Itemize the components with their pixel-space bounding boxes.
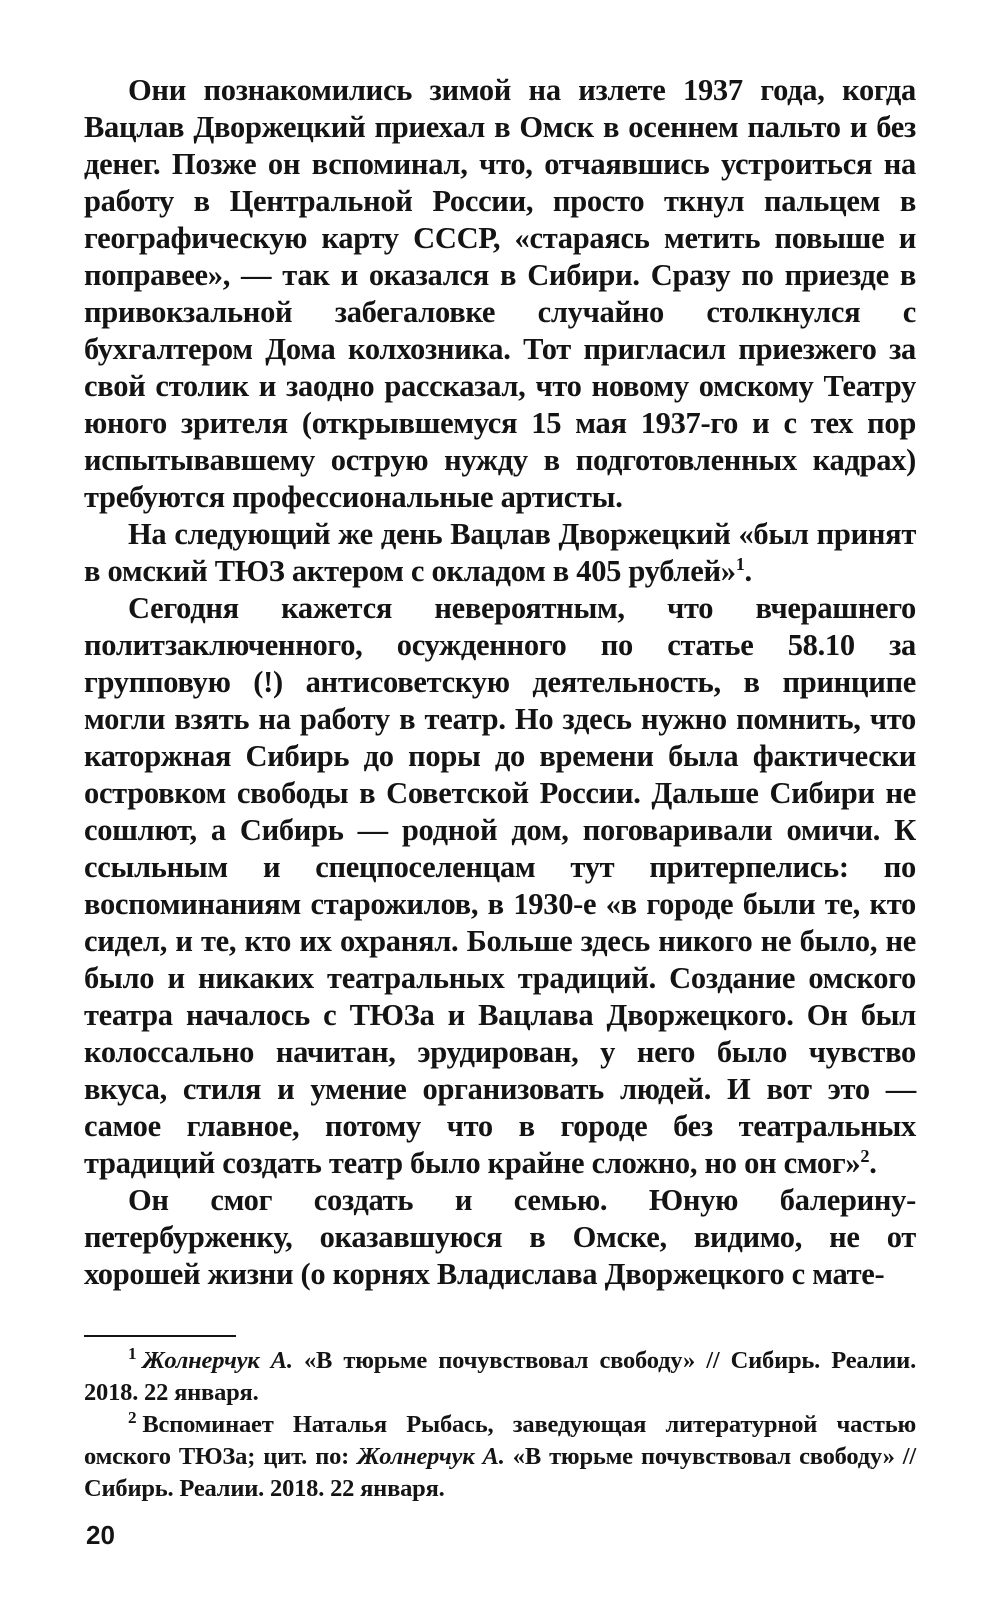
paragraph-4-text: Он смог создать и семью. Юную балерину-петербурженку, оказавшуюся в Омске, видимо, не от хорошей жизни (о корнях Владислава Дворжецкого с мате- [84,1183,916,1291]
footnotes [84,1345,916,1505]
paragraph-2-end: . [744,554,752,588]
footnote-ref-2[interactable]: 2 [860,1145,870,1166]
main-text [84,72,916,1293]
paragraph-2 [84,516,916,590]
footnote-2-number: 2 [128,1407,137,1427]
footnote-2 [84,1409,916,1505]
page-number: 20 [86,1520,115,1550]
footnote-1-author: Жолнерчук А. [142,1347,293,1374]
paragraph-3 [84,590,916,1182]
footnote-1-text: «В тюрьме почувствовал свободу» // Сибирь. Реалии. 2018. 22 января. [84,1347,916,1406]
footnote-1-number: 1 [128,1343,137,1363]
footnote-2-text: «В тюрьме почувствовал свободу» // Сибирь. Реалии. 2018. 22 января. [84,1443,916,1502]
footnote-1 [84,1345,916,1409]
paragraph-3-text: Сегодня кажется невероятным, что вчерашнего политзаключенного, осужденного по статье 58.10 за групповую (!) антисоветскую деятельность, в принципе могли взять на работу в театр. Но здесь нужно помнить, что каторжная Сибирь до поры до времени была фактически островком свободы в Советской России. Дальше Сибири не сошлют, а Сибирь — родной дом, поговаривали омичи. К ссыльным и спецпоселенцам тут притерпелись: по воспоминаниям старожилов, в 1930-е «в городе были те, кто сидел, и те, кто их охранял. Больше здесь никого не было, не было и никаких театральных традиций. Создание омского театра началось с ТЮЗа и Вацлава Дворжецкого. Он был колоссально начитан, эрудирован, у него было чувство вкуса, стиля и умение организовать людей. И вот это — самое главное, потому что в городе без театральных традиций создать театр было крайне сложно, но он смог» [84,591,916,1180]
footnote-divider [84,1335,236,1337]
footnote-ref-1[interactable]: 1 [735,553,745,574]
paragraph-4 [84,1182,916,1293]
paragraph-2-text: На следующий же день Вацлав Дворжецкий «был принят в омский ТЮЗ актером с окладом в 405 рублей» [84,517,916,588]
footnote-2-author: Жолнерчук А. [357,1443,505,1470]
paragraph-1-text: Они познакомились зимой на излете 1937 года, когда Вацлав Дворжецкий приехал в Омск в осеннем пальто и без денег. Позже он вспоминал, что, отчаявшись устроиться на работу в Центральной России, просто ткнул пальцем в географическую карту СССР, «стараясь метить повыше и поправее», — так и оказался в Сибири. Сразу по приезде в привокзальной забегаловке случайно столкнулся с бухгалтером Дома колхозника. Тот пригласил приезжего за свой столик и заодно рассказал, что новому омскому Театру юного зрителя (открывшемуся 15 мая 1937-го и с тех пор испытывавшему острую нужду в подготовленных кадрах) требуются профессиональные артисты. [84,73,916,514]
footnote-2-lead: Вспоминает Наталья Рыбась, заведующая литературной частью омского ТЮЗа; цит. по: [84,1411,916,1470]
page-body [84,72,916,1293]
paragraph-1 [84,72,916,516]
paragraph-3-end: . [869,1146,877,1180]
